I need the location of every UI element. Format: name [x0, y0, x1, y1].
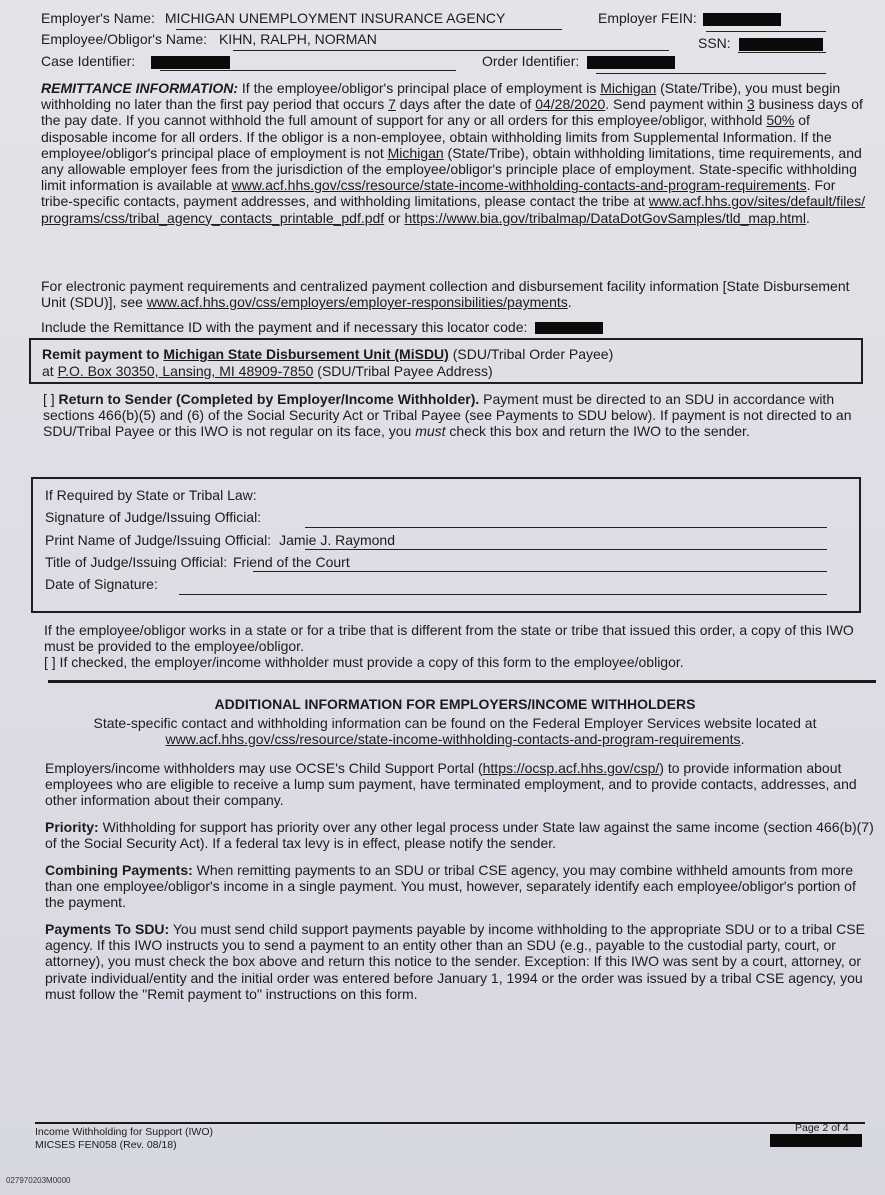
- payments-to-sdu-paragraph: [45, 921, 875, 1002]
- state-withholding-link[interactable]: www.acf.hhs.gov/css/resource/state-income-withholding-contacts-and-program-requirements: [231, 177, 807, 194]
- order-identifier-row: [482, 53, 675, 70]
- remit-payee-line: [42, 346, 613, 363]
- return-to-sender-text: Payment must be directed to an SDU in accordance with sections 466(b)(5) and (6) of the Social Security Act or Tribal Payee (see Payments to SDU below). If payment is not directed to an SDU/Tribal Payee or this IWO is not regular on its face, you: [43, 391, 852, 440]
- provide-copy-checkbox[interactable]: [ ]: [44, 654, 56, 671]
- remittance-text: business days of the pay date. If you cannot withhold the full amount of support for any or all orders for this employee/obligor, withhold: [41, 96, 863, 129]
- remit-address: P.O. Box 30350, Lansing, MI 48909-7850: [57, 363, 314, 379]
- tribal-contacts-link[interactable]: www.acf.hhs.gov/sites/default/files/programs/css/tribal_agency_contacts_printable_pdf.pdf: [41, 193, 866, 226]
- barcode-text: 027970203M0000: [6, 1176, 71, 1185]
- remittance-text: or: [384, 209, 405, 226]
- order-identifier-label: Order Identifier:: [482, 53, 580, 69]
- remittance-text: . For tribe-specific contacts, payment addresses, and withholding limitations, please contact the tribe at: [41, 177, 836, 210]
- withholding-percent: 50%: [766, 112, 795, 129]
- ssn-row: [698, 35, 823, 52]
- priority-paragraph: [45, 819, 875, 851]
- portal-text: ) to provide information about employees who are eligible to receive a lump sum payment, have terminated employment, and to provide contacts, addresses, and other information about their company.: [45, 760, 857, 809]
- copy-notice-text: If the employee/obligor works in a state or for a tribe that is different from the state or tribe that issued this order, a copy of this IWO must be provided to the employee/obligor.: [44, 622, 854, 655]
- remittance-text: If the employee/obligor's principal place of employment is: [238, 80, 601, 96]
- child-support-portal-link[interactable]: https://ocsp.acf.hhs.gov/csp/: [482, 760, 660, 776]
- additional-info-intro: [40, 715, 870, 747]
- employer-name-row: [41, 10, 505, 27]
- payments-to-sdu-text: You must send child support payments payable by income withholding to the appropriate SDU or to a tribal CSE agency. If this IWO instructs you to send a payment to an entity other than an SDU (e.g., payable to the custodial party, court, or attorney), you must check the box above and return this notice to the sender. Exception: If this IWO was sent by a court, attorney, or private individual/entity and the initial order was entered before January 1, 1994 or the order was issued by a tribal CSE agency, you must follow the "Remit payment to" instructions on this form.: [45, 921, 865, 1002]
- print-name-label: Print Name of Judge/Issuing Official:: [45, 532, 272, 548]
- employer-fein-row: [598, 10, 781, 27]
- priority-label: Priority:: [45, 819, 99, 835]
- return-to-sender-checkbox[interactable]: [ ]: [43, 391, 55, 407]
- electronic-text: For electronic payment requirements and centralized payment collection and disbursement facility information [State Disbursement Unit (SDU)], see: [41, 278, 850, 311]
- print-name-line: [305, 549, 827, 550]
- signature-label: Signature of Judge/Issuing Official:: [45, 509, 262, 525]
- official-title-line: [253, 571, 827, 572]
- remit-label: Remit payment to: [42, 346, 164, 362]
- payment-business-days: 3: [746, 96, 755, 113]
- redacted-locator-code: [535, 322, 603, 334]
- electronic-payment-paragraph: [41, 278, 871, 310]
- employment-state: Michigan: [387, 144, 444, 161]
- combining-payments-label: Combining Payments:: [45, 862, 193, 878]
- order-identifier-underline: [596, 73, 826, 74]
- employer-name-value: MICHIGAN UNEMPLOYMENT INSURANCE AGENCY: [164, 10, 506, 26]
- combining-payments-paragraph: [45, 862, 875, 911]
- remit-address-line: [42, 363, 493, 380]
- remittance-text: .: [805, 209, 810, 226]
- required-by-law-label: If Required by State or Tribal Law:: [45, 487, 257, 503]
- footer-form-title: Income Withholding for Support (IWO): [35, 1126, 213, 1138]
- locator-code-row: [41, 319, 603, 336]
- remittance-text: (State/Tribe), obtain withholding limitations, time requirements, and any allowable employer fees from the jurisdiction of the employee/obligor's principle place of employment. State-specific withholding limit information is available at: [41, 144, 862, 194]
- remittance-text: days after the date of: [395, 96, 536, 113]
- bia-tribal-map-link[interactable]: https://www.bia.gov/tribalmap/DataDotGovSamples/tld_map.html: [404, 209, 806, 226]
- remittance-text: . Send payment within: [605, 96, 747, 113]
- order-date: 04/28/2020: [535, 96, 606, 113]
- section-divider: [48, 680, 876, 683]
- redacted-ssn: [739, 38, 823, 51]
- return-to-sender-paragraph: [43, 391, 873, 440]
- employee-name-underline: [233, 50, 669, 51]
- remittance-information-paragraph: [41, 80, 871, 226]
- employee-name-value: KIHN, RALPH, NORMAN: [218, 31, 377, 47]
- payments-to-sdu-label: Payments To SDU:: [45, 921, 170, 937]
- date-of-signature-line[interactable]: [179, 594, 827, 595]
- provide-copy-text: If checked, the employer/income withholder must provide a copy of this form to the employee/obligor.: [55, 654, 684, 671]
- return-to-sender-heading: Return to Sender (Completed by Employer/Income Withholder).: [54, 391, 480, 407]
- official-title-row: [45, 554, 350, 571]
- case-identifier-label: Case Identifier:: [41, 53, 136, 69]
- locator-code-label: Include the Remittance ID with the payment and if necessary this locator code:: [41, 319, 528, 335]
- combining-payments-text: When remitting payments to an SDU or tribal CSE agency, you may combine withheld amounts from more than one employee/obligor's income in a single payment. You must, however, separately identify each employee/obligor's portion of the payment.: [45, 862, 856, 911]
- electronic-text: .: [567, 294, 572, 311]
- print-name-value: Jamie J. Raymond: [279, 532, 396, 548]
- case-identifier-row: [41, 53, 230, 70]
- must-emphasis: must: [415, 423, 446, 440]
- judge-signature-box: [31, 477, 861, 613]
- redacted-fein: [703, 13, 781, 26]
- employee-name-label: Employee/Obligor's Name:: [41, 31, 208, 47]
- date-of-signature-label: Date of Signature:: [45, 576, 158, 592]
- copy-notice-paragraph: [44, 622, 874, 671]
- remit-payee-note: (SDU/Tribal Order Payee): [448, 346, 614, 362]
- child-support-portal-paragraph: [45, 760, 875, 809]
- priority-text: Withholding for support has priority over any other legal process under State law against the same income (section 466(b)(7) of the Social Security Act). If a federal tax levy is in effect, please notify the sender.: [45, 819, 874, 852]
- additional-info-heading: ADDITIONAL INFORMATION FOR EMPLOYERS/INCOME WITHHOLDERS: [214, 696, 696, 712]
- page-number: Page 2 of 4: [795, 1122, 849, 1134]
- ssn-label: SSN:: [698, 35, 731, 51]
- additional-intro-text: .: [740, 731, 745, 748]
- return-to-sender-text: check this box and return the IWO to the sender.: [445, 423, 750, 440]
- federal-employer-services-link[interactable]: www.acf.hhs.gov/css/resource/state-income-withholding-contacts-and-program-requirements: [165, 731, 741, 748]
- remittance-heading: REMITTANCE INFORMATION:: [41, 80, 239, 96]
- additional-intro-text: State-specific contact and withholding information can be found on the Federal Employer Services website located at: [93, 715, 817, 731]
- withholding-days: 7: [388, 96, 396, 113]
- footer-form-number: MICSES FEN058 (Rev. 08/18): [35, 1139, 177, 1151]
- remittance-text: (State/Tribe), you must begin withholding no later than the first pay period that occurs: [41, 80, 841, 113]
- employment-state: Michigan: [600, 80, 657, 96]
- remit-at: at: [42, 363, 58, 379]
- employer-payments-link[interactable]: www.acf.hhs.gov/css/employers/employer-responsibilities/payments: [146, 294, 568, 311]
- portal-text: Employers/income withholders may use OCSE's Child Support Portal (: [45, 760, 483, 776]
- ssn-underline: [738, 52, 826, 53]
- footer-divider: [35, 1122, 865, 1124]
- remit-payment-box: [29, 338, 863, 384]
- signature-line[interactable]: [305, 527, 827, 528]
- case-identifier-underline: [160, 70, 456, 71]
- redacted-footer-id: [770, 1134, 862, 1147]
- remit-payee: Michigan State Disbursement Unit (MiSDU): [163, 346, 449, 362]
- redacted-order-identifier: [587, 56, 675, 69]
- employer-fein-label: Employer FEIN:: [598, 10, 697, 26]
- remittance-text: of disposable income for all orders. If the obligor is a non-employee, obtain withholding limits from Supplemental Information. If the employee/obligor's principal place of employment is not: [41, 112, 832, 161]
- official-title-value: Friend of the Court: [232, 554, 350, 570]
- redacted-case-identifier: [151, 56, 230, 69]
- official-title-label: Title of Judge/Issuing Official:: [45, 554, 228, 570]
- print-name-row: [45, 532, 395, 549]
- employer-fein-underline: [706, 31, 826, 32]
- remit-address-note: (SDU/Tribal Payee Address): [313, 363, 493, 379]
- employer-name-label: Employer's Name:: [41, 10, 155, 26]
- employee-name-row: [41, 31, 377, 48]
